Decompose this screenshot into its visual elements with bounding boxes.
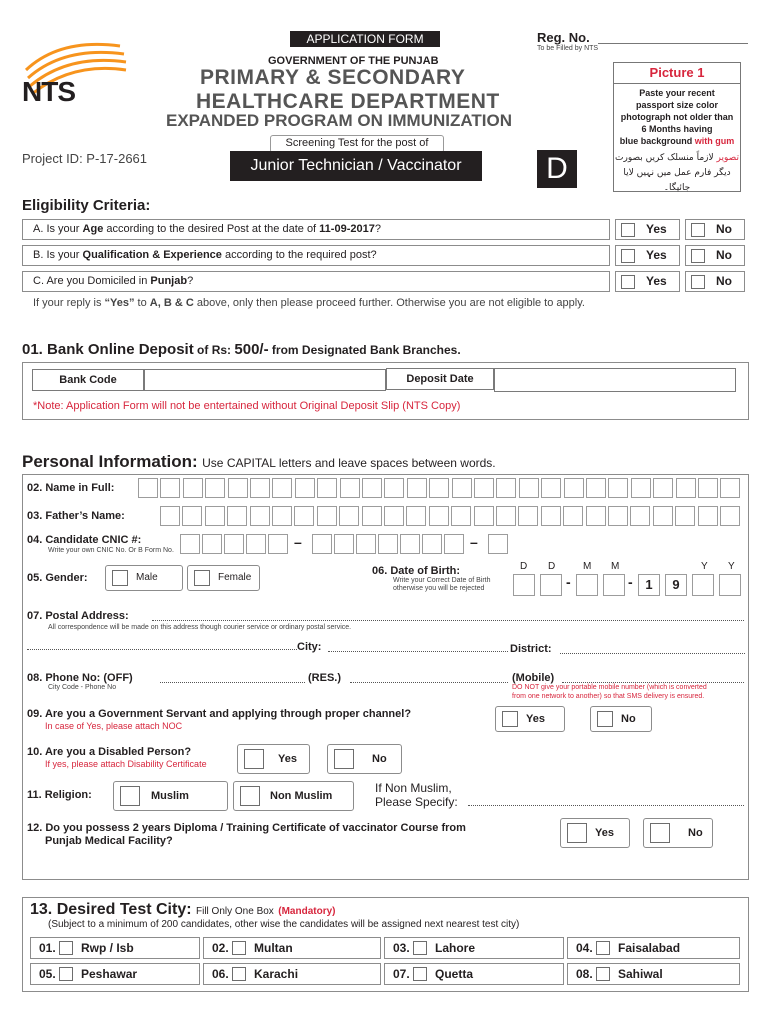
city-name: Karachi: [254, 967, 299, 981]
logo-text: NTS: [22, 76, 75, 107]
cnic-cell[interactable]: [180, 534, 200, 554]
city-number: 01.: [39, 941, 56, 955]
name-cell[interactable]: [250, 478, 270, 498]
cnic-cell[interactable]: [202, 534, 222, 554]
cnic-cell[interactable]: [224, 534, 244, 554]
cnic-dash: –: [470, 534, 478, 550]
checkbox[interactable]: [413, 967, 427, 981]
father-cell[interactable]: [160, 506, 180, 526]
dob-dash-1: -: [566, 574, 571, 590]
yes-label: Yes: [646, 222, 667, 236]
eligibility-note: [33, 297, 585, 309]
phone-res-label: (RES.): [308, 672, 341, 684]
dob-letter-d1: D: [520, 561, 528, 572]
photo-line5b: with gum: [694, 136, 735, 146]
no-label: No: [716, 274, 732, 288]
city-name: Faisalabad: [618, 941, 681, 955]
father-cell[interactable]: [250, 506, 270, 526]
personal-title: [22, 452, 496, 472]
q-c-no[interactable]: [685, 271, 745, 292]
father-cell[interactable]: [182, 506, 202, 526]
cnic-dash: –: [294, 534, 302, 550]
no-label: No: [372, 753, 387, 765]
post-banner: [230, 151, 482, 181]
diploma-label-1: 12. Do you possess 2 years Diploma / Training Certificate of vaccinator Course from: [27, 822, 466, 834]
screening-text: Screening Test for the post of: [285, 137, 429, 149]
father-cell[interactable]: [474, 506, 494, 526]
city-option-6[interactable]: [203, 963, 381, 985]
father-cell[interactable]: [518, 506, 538, 526]
diploma-yes[interactable]: [560, 818, 630, 848]
name-cell[interactable]: [586, 478, 606, 498]
female-label: Female: [218, 572, 252, 583]
name-cell[interactable]: [183, 478, 203, 498]
phone-res-field[interactable]: [350, 674, 508, 683]
city-option-1[interactable]: [30, 937, 200, 959]
dob-note-2: otherwise you will be rejected: [393, 585, 485, 592]
dob-letter-y2: Y: [728, 561, 735, 572]
bank-code-label-box: [32, 369, 144, 391]
father-cell[interactable]: [698, 506, 718, 526]
post-name: Junior Technician / Vaccinator: [250, 157, 462, 174]
checkbox[interactable]: [691, 249, 705, 263]
photo-urdu-1b: لازماً منسلک کریں بصورت: [615, 153, 717, 163]
name-cell[interactable]: [564, 478, 584, 498]
photo-urdu: [614, 151, 740, 196]
reg-no-field[interactable]: [598, 30, 748, 44]
personal-subtitle: Use CAPITAL letters and leave spaces between words.: [202, 456, 496, 470]
note-mid: to: [134, 297, 150, 309]
deposit-date-field[interactable]: [494, 368, 736, 392]
program-title: EXPANDED PROGRAM ON IMMUNIZATION: [166, 111, 512, 130]
dob-year-4[interactable]: [719, 574, 741, 596]
yes-label: Yes: [278, 753, 297, 765]
deposit-date-label-box: [386, 368, 494, 390]
father-cell[interactable]: [653, 506, 673, 526]
postal-label: 07. Postal Address:: [27, 610, 129, 622]
bank-code-label: Bank Code: [59, 374, 117, 386]
application-form-label: APPLICATION FORM: [306, 32, 424, 46]
name-cell[interactable]: [317, 478, 337, 498]
checkbox[interactable]: [232, 967, 246, 981]
eligibility-question-b: [22, 245, 610, 266]
cnic-cell[interactable]: [356, 534, 376, 554]
father-cell[interactable]: [675, 506, 695, 526]
govt-servant-no[interactable]: [590, 706, 652, 732]
year-digit-1: 1: [645, 577, 653, 592]
father-cell[interactable]: [227, 506, 247, 526]
note-post: above, only then please proceed further. Otherwise you are not eligible to apply.: [193, 297, 585, 309]
bank-note: *Note: Application Form will not be entertained without Original Deposit Slip (NTS Copy): [33, 400, 461, 412]
series-letter: D: [546, 152, 568, 185]
yes-label: Yes: [646, 248, 667, 262]
cnic-note: Write your own CNIC No. Or B Form No.: [48, 547, 174, 554]
non-muslim-q1: If Non Muslim,: [375, 781, 452, 795]
checkbox[interactable]: [244, 749, 264, 769]
deposit-date-label: Deposit Date: [406, 373, 474, 385]
no-label: No: [688, 827, 703, 839]
father-cell[interactable]: [720, 506, 740, 526]
father-label: 03. Father’s Name:: [27, 510, 125, 522]
govt-servant-yes[interactable]: [495, 706, 565, 732]
project-id: Project ID: P-17-2661: [22, 151, 148, 166]
father-field[interactable]: [160, 506, 743, 526]
name-cell[interactable]: [653, 478, 673, 498]
checkbox[interactable]: [413, 941, 427, 955]
q-a-yes[interactable]: [615, 219, 680, 240]
photo-title: Picture 1: [649, 65, 705, 80]
religion-non-muslim[interactable]: [233, 781, 354, 811]
q-a-date: 11-09-2017: [319, 223, 375, 235]
cnic-cell[interactable]: [488, 534, 508, 554]
photo-line2: passport size color: [635, 100, 719, 110]
reg-no-label: Reg. No.: [537, 30, 590, 45]
city-number: 07.: [393, 967, 410, 981]
city-name: Sahiwal: [618, 967, 663, 981]
city-option-2[interactable]: [203, 937, 381, 959]
dob-letter-m1: M: [583, 561, 592, 572]
test-city-mandatory: (Mandatory): [278, 906, 336, 917]
bank-code-field[interactable]: [144, 369, 386, 391]
photo-urdu-1a: تصویر: [716, 153, 739, 163]
dob-year-3[interactable]: [692, 574, 714, 596]
bank-title-a: 01. Bank Online Deposit: [22, 341, 194, 358]
city-number: 03.: [393, 941, 410, 955]
dob-letter-m2: M: [611, 561, 620, 572]
city-number: 04.: [576, 941, 593, 955]
govt-servant-label: 09. Are you a Government Servant and applying through proper channel?: [27, 708, 412, 720]
eligibility-question-c: [22, 271, 610, 292]
test-city-title-text: 13. Desired Test City:: [30, 901, 192, 918]
gender-male-option[interactable]: [105, 565, 183, 591]
test-city-fill: Fill Only One Box: [196, 906, 274, 917]
bank-title-c: from Designated Bank Branches.: [268, 343, 461, 357]
city-number: 06.: [212, 967, 229, 981]
diploma-label-2: Punjab Medical Facility?: [45, 835, 173, 847]
q-b-pre: B. Is your: [33, 249, 83, 261]
photo-line5a: blue background: [619, 136, 695, 146]
name-cell[interactable]: [541, 478, 561, 498]
bank-title: [22, 341, 461, 359]
city-option-3[interactable]: [384, 937, 564, 959]
district-field[interactable]: [560, 645, 745, 654]
photo-line4: 6 Months having: [641, 124, 713, 134]
q-c-bold: Punjab: [150, 275, 188, 287]
q-b-mid: according to the required post?: [221, 249, 377, 261]
male-label: Male: [136, 572, 158, 583]
checkbox[interactable]: [621, 223, 635, 237]
father-cell[interactable]: [563, 506, 583, 526]
reg-no-note: To be Filled by NTS: [537, 45, 599, 52]
cnic-cell[interactable]: [400, 534, 420, 554]
name-cell[interactable]: [452, 478, 472, 498]
name-cell[interactable]: [608, 478, 628, 498]
city-option-7[interactable]: [384, 963, 564, 985]
checkbox[interactable]: [334, 749, 354, 769]
cnic-cell[interactable]: [268, 534, 288, 554]
name-cell[interactable]: [160, 478, 180, 498]
checkbox[interactable]: [194, 570, 210, 586]
dob-month-2[interactable]: [603, 574, 625, 596]
name-cell[interactable]: [138, 478, 158, 498]
checkbox[interactable]: [621, 249, 635, 263]
father-cell[interactable]: [451, 506, 471, 526]
checkbox[interactable]: [112, 570, 128, 586]
dob-day-2[interactable]: [540, 574, 562, 596]
note-abc: A, B & C: [149, 297, 194, 309]
test-city-title: [30, 901, 336, 919]
photo-line1: Paste your recent: [639, 88, 715, 98]
application-form-banner: [290, 31, 440, 47]
dob-month-1[interactable]: [576, 574, 598, 596]
religion-label: 11. Religion:: [27, 789, 92, 801]
father-cell[interactable]: [362, 506, 382, 526]
mobile-label: (Mobile): [512, 672, 555, 684]
dob-dash-2: -: [628, 574, 633, 590]
father-cell[interactable]: [496, 506, 516, 526]
name-cell[interactable]: [496, 478, 516, 498]
dob-letter-y1: Y: [701, 561, 708, 572]
phone-note: City Code - Phone No: [48, 684, 117, 691]
photo-title-bar: [614, 63, 740, 84]
govt-servant-note: In case of Yes, please attach NOC: [45, 721, 183, 731]
dob-note-1: Write your Correct Date of Birth: [393, 577, 491, 584]
name-cell[interactable]: [340, 478, 360, 498]
name-cell[interactable]: [272, 478, 292, 498]
nts-logo: [20, 40, 130, 120]
checkbox[interactable]: [597, 711, 613, 727]
father-cell[interactable]: [429, 506, 449, 526]
q-a-mid: according to the desired Post at the date of: [103, 223, 320, 235]
city-name: Rwp / Isb: [81, 941, 134, 955]
q-a-no[interactable]: [685, 219, 745, 240]
checkbox[interactable]: [691, 275, 705, 289]
dept-title-line2: HEALTHCARE DEPARTMENT: [196, 90, 500, 113]
name-cell[interactable]: [720, 478, 740, 498]
name-field[interactable]: [138, 478, 743, 498]
cnic-cell[interactable]: [378, 534, 398, 554]
dob-year-1[interactable]: [638, 574, 660, 596]
test-city-subtitle: (Subject to a minimum of 200 candidates, other wise the candidates will be assigned next nearest test city): [48, 919, 520, 930]
cnic-cell[interactable]: [246, 534, 266, 554]
diploma-no[interactable]: [643, 818, 713, 848]
name-cell[interactable]: [676, 478, 696, 498]
father-cell[interactable]: [339, 506, 359, 526]
cnic-cell[interactable]: [422, 534, 442, 554]
dob-label: 06. Date of Birth:: [372, 565, 461, 577]
cnic-cell[interactable]: [312, 534, 332, 554]
city-field[interactable]: [328, 643, 508, 652]
dob-year-2[interactable]: [665, 574, 687, 596]
name-cell[interactable]: [362, 478, 382, 498]
city-name: Multan: [254, 941, 293, 955]
city-option-5[interactable]: [30, 963, 200, 985]
q-a-bold: Age: [82, 223, 104, 235]
govt-title: GOVERNMENT OF THE PUNJAB: [268, 55, 439, 67]
q-b-yes[interactable]: [615, 245, 680, 266]
checkbox[interactable]: [120, 786, 140, 806]
father-cell[interactable]: [586, 506, 606, 526]
phone-off-field[interactable]: [160, 674, 305, 683]
father-cell[interactable]: [384, 506, 404, 526]
gender-label: 05. Gender:: [27, 572, 88, 584]
non-muslim-field[interactable]: [468, 797, 744, 806]
photo-box[interactable]: [613, 62, 741, 192]
photo-line3: photograph not older than: [620, 112, 734, 122]
yes-label: Yes: [646, 274, 667, 288]
checkbox[interactable]: [59, 941, 73, 955]
q-a-post: ?: [374, 223, 381, 235]
bank-amount: 500/-: [234, 341, 269, 358]
checkbox[interactable]: [691, 223, 705, 237]
city-number: 02.: [212, 941, 229, 955]
phone-off-label: 08. Phone No: (OFF): [27, 672, 133, 684]
father-cell[interactable]: [317, 506, 337, 526]
yes-label: Yes: [526, 713, 545, 725]
name-cell[interactable]: [407, 478, 427, 498]
religion-muslim[interactable]: [113, 781, 228, 811]
city-number: 05.: [39, 967, 56, 981]
name-cell[interactable]: [205, 478, 225, 498]
yes-label: Yes: [595, 827, 614, 839]
dob-day-1[interactable]: [513, 574, 535, 596]
no-label: No: [716, 248, 732, 262]
city-option-4[interactable]: [567, 937, 740, 959]
note-yes: “Yes”: [104, 297, 135, 309]
q-c-mid: ?: [187, 275, 194, 287]
checkbox[interactable]: [650, 823, 670, 843]
name-cell[interactable]: [519, 478, 539, 498]
name-cell[interactable]: [384, 478, 404, 498]
photo-instructions: [614, 87, 740, 147]
name-cell[interactable]: [698, 478, 718, 498]
checkbox[interactable]: [240, 786, 260, 806]
father-cell[interactable]: [406, 506, 426, 526]
name-cell[interactable]: [631, 478, 651, 498]
mobile-field[interactable]: [562, 674, 744, 683]
q-b-bold: Qualification & Experience: [82, 249, 222, 261]
checkbox[interactable]: [567, 823, 587, 843]
father-cell[interactable]: [205, 506, 225, 526]
eligibility-title: Eligibility Criteria:: [22, 197, 151, 214]
dept-title-line1: PRIMARY & SECONDARY: [200, 66, 466, 89]
name-cell[interactable]: [474, 478, 494, 498]
gender-female-option[interactable]: [187, 565, 260, 591]
checkbox[interactable]: [502, 711, 518, 727]
eligibility-question-a: [22, 219, 610, 240]
disabled-note: If yes, please attach Disability Certificate: [45, 759, 207, 769]
city-label: City:: [297, 641, 322, 653]
dob-letter-d2: D: [548, 561, 556, 572]
father-cell[interactable]: [294, 506, 314, 526]
cnic-field[interactable]: [180, 534, 545, 554]
no-label: No: [716, 222, 732, 236]
disabled-yes[interactable]: [237, 744, 310, 774]
series-badge: [537, 150, 577, 188]
no-label: No: [621, 713, 636, 725]
city-name: Quetta: [435, 967, 474, 981]
checkbox[interactable]: [621, 275, 635, 289]
checkbox[interactable]: [596, 941, 610, 955]
q-c-pre: C. Are you Domiciled in: [33, 275, 151, 287]
father-cell[interactable]: [630, 506, 650, 526]
q-a-pre: A. Is your: [33, 223, 83, 235]
cnic-cell[interactable]: [334, 534, 354, 554]
city-name: Lahore: [435, 941, 476, 955]
postal-line-2[interactable]: [27, 641, 297, 650]
personal-title-text: Personal Information:: [22, 452, 198, 471]
city-option-8[interactable]: [567, 963, 740, 985]
bank-title-b: of Rs:: [193, 343, 235, 357]
name-cell[interactable]: [429, 478, 449, 498]
year-digit-2: 9: [672, 577, 680, 592]
q-c-yes[interactable]: [615, 271, 680, 292]
non-muslim-label: Non Muslim: [270, 790, 333, 802]
disabled-no[interactable]: [327, 744, 402, 774]
photo-urdu-2: دیگر فارم عمل میں نہیں لایا جائیگا۔: [623, 168, 731, 193]
checkbox[interactable]: [232, 941, 246, 955]
city-name: Peshawar: [81, 967, 138, 981]
name-cell[interactable]: [228, 478, 248, 498]
checkbox[interactable]: [59, 967, 73, 981]
district-label: District:: [510, 643, 552, 655]
mobile-note-1: DO NOT give your portable mobile number (which is converted: [512, 684, 707, 691]
non-muslim-q2: Please Specify:: [375, 795, 458, 809]
father-cell[interactable]: [541, 506, 561, 526]
cnic-label: 04. Candidate CNIC #:: [27, 534, 142, 546]
q-b-no[interactable]: [685, 245, 745, 266]
name-cell[interactable]: [295, 478, 315, 498]
note-pre: If your reply is: [33, 297, 105, 309]
mobile-note-2: from one network to another) so that SMS delivery is ensured.: [512, 693, 705, 700]
dob-field[interactable]: [513, 574, 745, 596]
disabled-label: 10. Are you a Disabled Person?: [27, 746, 192, 758]
cnic-cell[interactable]: [444, 534, 464, 554]
father-cell[interactable]: [272, 506, 292, 526]
father-cell[interactable]: [608, 506, 628, 526]
city-number: 08.: [576, 967, 593, 981]
postal-line-1[interactable]: [152, 612, 744, 621]
name-label: 02. Name in Full:: [27, 482, 115, 494]
checkbox[interactable]: [596, 967, 610, 981]
muslim-label: Muslim: [151, 790, 189, 802]
postal-note: All correspondence will be made on this address though courier service or ordinary postal service.: [48, 624, 352, 631]
